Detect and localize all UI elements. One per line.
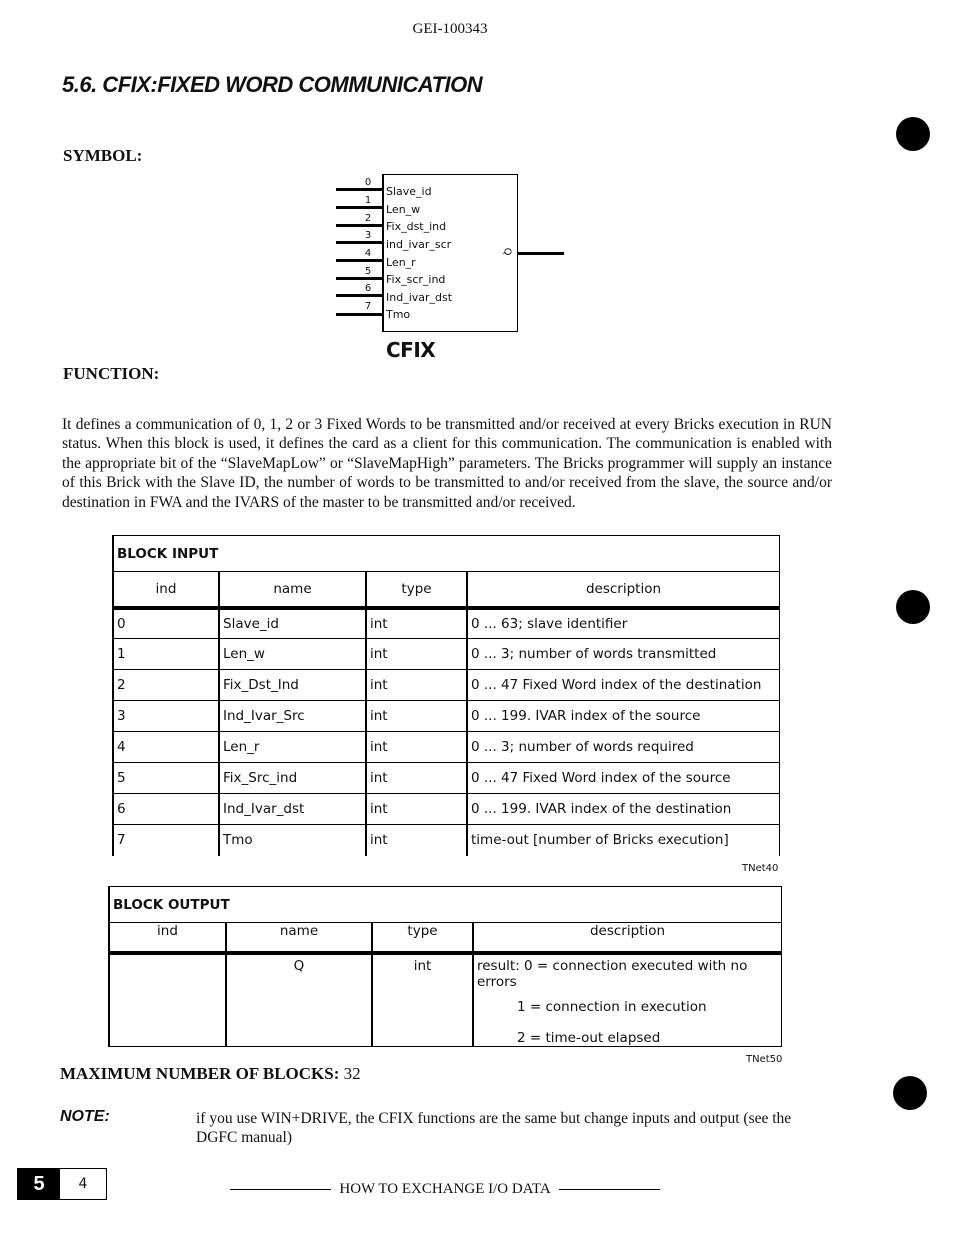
cell-description: 0 ... 63; slave identifier xyxy=(467,608,780,639)
cell-name: Fix_Dst_Ind xyxy=(219,670,366,701)
pin-label: Ind_ivar_dst xyxy=(386,291,453,304)
function-heading: FUNCTION: xyxy=(63,364,160,383)
function-description: It defines a communication of 0, 1, 2 or 3 Fixed Words to be transmitted and/or received at every Bricks execution in RUN status. When this block is used, it defines the card as a client for this communication. The communication is enabled with the appropriate bit of the “SlaveMapLow” or “SlaveMapHigh” parameters. The Bricks programmer will supply an instance of this Brick with the Slave ID, the number of words to be transmitted to and/or received from the slave, the source and/or destination in FWA and the IVARS of the master to be transmitted and/or received. xyxy=(62,416,832,511)
cell-ind: 7 xyxy=(113,825,219,856)
cell-description: 0 ... 3; number of words transmitted xyxy=(467,639,780,670)
pin-3-line xyxy=(336,241,382,244)
cell-name: Tmo xyxy=(219,825,366,856)
table-row xyxy=(113,639,780,670)
cell-type: int xyxy=(366,763,467,794)
cell-ind: 4 xyxy=(113,732,219,763)
cell-description: 0 ... 199. IVAR index of the destination xyxy=(467,794,780,825)
table-reference: TNet50 xyxy=(746,1054,783,1065)
footer-title: HOW TO EXCHANGE I/O DATA xyxy=(339,1181,551,1197)
cell-name: Q xyxy=(226,953,372,1047)
column-header: name xyxy=(219,572,366,608)
block-input-table xyxy=(112,535,780,856)
pin-0-line xyxy=(336,188,382,191)
pin-number: 6 xyxy=(364,283,372,294)
output-pin-label: Q xyxy=(501,247,513,256)
cell-description xyxy=(473,953,782,1047)
column-header: description xyxy=(473,923,782,953)
pin-label: Fix_dst_ind xyxy=(386,220,447,233)
pin-number: 2 xyxy=(364,213,372,224)
pin-number: 5 xyxy=(364,266,372,277)
cell-type: int xyxy=(366,670,467,701)
pin-6-line xyxy=(336,294,382,297)
cell-name: Ind_Ivar_Src xyxy=(219,701,366,732)
cell-ind: 1 xyxy=(113,639,219,670)
page-number-box xyxy=(17,1168,107,1200)
pin-5-line xyxy=(336,277,382,280)
cell-type: int xyxy=(372,953,473,1047)
pin-number: 7 xyxy=(364,301,372,312)
pin-label: Fix_scr_ind xyxy=(386,273,446,286)
pin-number: 0 xyxy=(364,177,372,188)
table-row xyxy=(113,670,780,701)
cell-description: 0 ... 47 Fixed Word index of the destination xyxy=(467,670,780,701)
max-blocks-line xyxy=(60,1064,361,1084)
block-output-title: BLOCK OUTPUT xyxy=(109,887,782,923)
pin-4-line xyxy=(336,259,382,262)
column-header: type xyxy=(372,923,473,953)
column-header: ind xyxy=(109,923,226,953)
pin-2-line xyxy=(336,224,382,227)
cell-ind: 3 xyxy=(113,701,219,732)
cell-name: Ind_Ivar_dst xyxy=(219,794,366,825)
cell-description: 0 ... 199. IVAR index of the source xyxy=(467,701,780,732)
pin-label: Tmo xyxy=(386,308,411,321)
column-header: type xyxy=(366,572,467,608)
result-line: 1 = connection in execution xyxy=(517,998,707,1015)
cell-name: Fix_Src_ind xyxy=(219,763,366,794)
column-header: name xyxy=(226,923,372,953)
cell-name: Len_w xyxy=(219,639,366,670)
cell-ind: 0 xyxy=(113,608,219,639)
cell-type: int xyxy=(366,825,467,856)
note-text: if you use WIN+DRIVE, the CFIX functions are the same but change inputs and output (see the DGFC manual) xyxy=(196,1110,792,1146)
binder-hole-bottom xyxy=(893,1076,927,1110)
document-id: GEI-100343 xyxy=(412,21,488,37)
pin-number: 1 xyxy=(364,195,372,206)
cell-name: Len_r xyxy=(219,732,366,763)
table-row xyxy=(109,953,782,1047)
pin-label: Slave_id xyxy=(386,185,432,198)
max-blocks-value: 32 xyxy=(343,1064,361,1083)
block-output-table xyxy=(108,886,782,1047)
pin-label: ind_ivar_scr xyxy=(386,238,452,251)
block-input-title: BLOCK INPUT xyxy=(113,536,780,572)
pin-number: 3 xyxy=(364,230,372,241)
cell-description: 0 ... 3; number of words required xyxy=(467,732,780,763)
cell-type: int xyxy=(366,608,467,639)
output-pin-line xyxy=(518,252,564,255)
table-row xyxy=(113,732,780,763)
cell-description: time-out [number of Bricks execution] xyxy=(467,825,780,856)
table-row xyxy=(113,794,780,825)
cell-type: int xyxy=(366,639,467,670)
table-reference: TNet40 xyxy=(742,863,779,874)
table-row xyxy=(113,825,780,856)
table-row xyxy=(113,763,780,794)
block-name: CFIX xyxy=(386,338,436,362)
cell-ind xyxy=(109,953,226,1047)
result-line: result: 0 = connection executed with no errors xyxy=(477,957,748,990)
binder-hole-top xyxy=(896,117,930,151)
max-blocks-label: MAXIMUM NUMBER OF BLOCKS: xyxy=(60,1064,340,1083)
chapter-number: 5 xyxy=(18,1169,60,1199)
symbol-heading: SYMBOL: xyxy=(63,146,143,165)
column-header: ind xyxy=(113,572,219,608)
footer-rule-right xyxy=(559,1189,660,1190)
cell-name: Slave_id xyxy=(219,608,366,639)
pin-7-line xyxy=(336,313,382,316)
cell-ind: 2 xyxy=(113,670,219,701)
cell-description: 0 ... 47 Fixed Word index of the source xyxy=(467,763,780,794)
cell-ind: 6 xyxy=(113,794,219,825)
note-label: NOTE: xyxy=(60,1108,110,1125)
binder-hole-middle xyxy=(896,590,930,624)
page-number: 4 xyxy=(78,1176,88,1192)
pin-label: Len_r xyxy=(386,256,416,269)
column-header: description xyxy=(467,572,780,608)
table-row xyxy=(113,701,780,732)
pin-number: 4 xyxy=(364,248,372,259)
pin-1-line xyxy=(336,206,382,209)
table-row xyxy=(113,608,780,639)
result-line: 2 = time-out elapsed xyxy=(517,1029,661,1046)
cell-ind: 5 xyxy=(113,763,219,794)
cell-type: int xyxy=(366,701,467,732)
pin-label: Len_w xyxy=(386,203,421,216)
cell-type: int xyxy=(366,794,467,825)
footer-rule-left xyxy=(230,1189,331,1190)
section-title: 5.6. CFIX:FIXED WORD COMMUNICATION xyxy=(62,72,483,97)
cell-type: int xyxy=(366,732,467,763)
footer xyxy=(230,1181,660,1198)
